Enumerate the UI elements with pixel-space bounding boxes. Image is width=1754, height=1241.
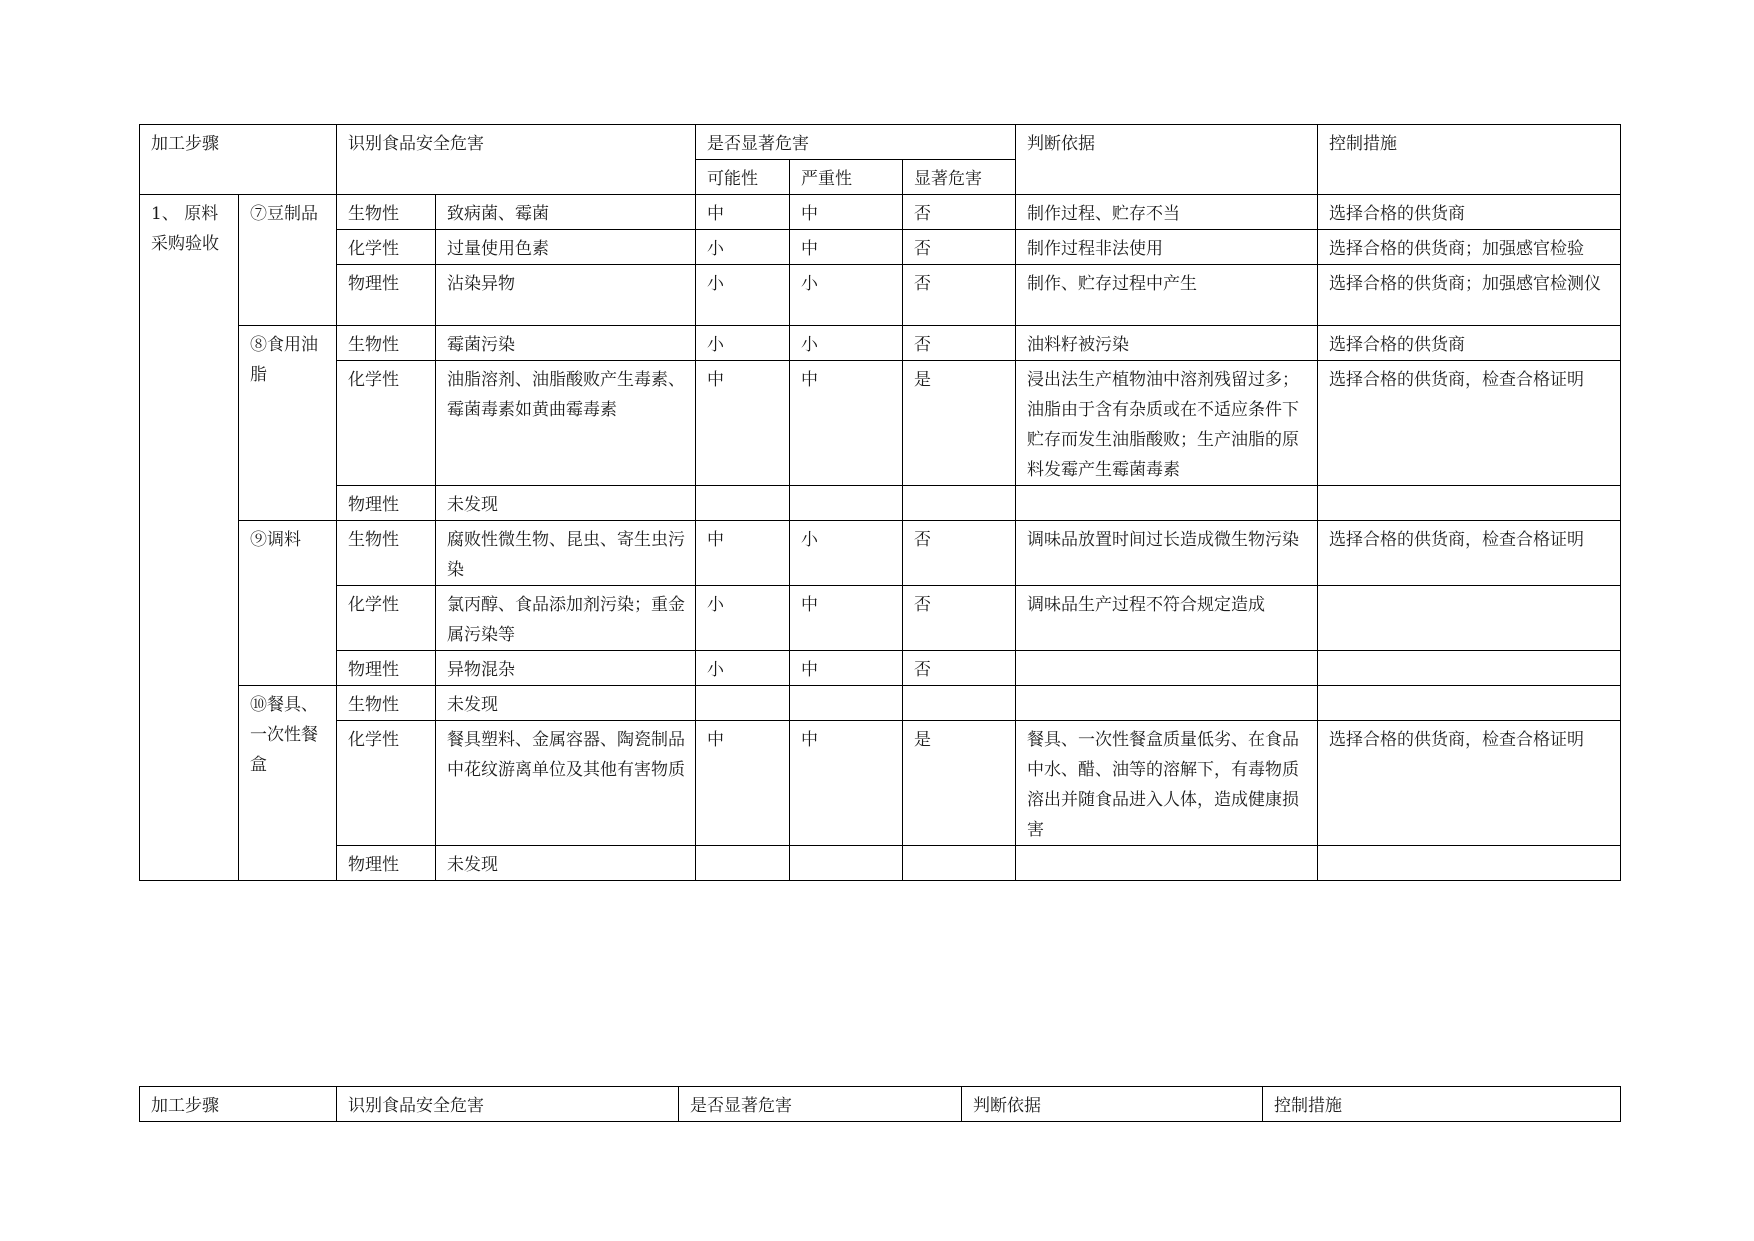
significant-cell: 否 (903, 195, 1016, 230)
significant-cell: 是 (903, 721, 1016, 846)
basis-cell (1016, 846, 1318, 881)
hazard-cell: 未发现 (436, 486, 696, 521)
hazard-type-cell: 生物性 (337, 521, 436, 586)
basis-cell: 油料籽被污染 (1016, 326, 1318, 361)
basis-cell: 制作过程、贮存不当 (1016, 195, 1318, 230)
possibility-cell: 小 (696, 230, 790, 265)
table-row (140, 195, 1621, 230)
significant-cell: 否 (903, 265, 1016, 326)
hazard-type-cell: 物理性 (337, 265, 436, 326)
header-hazard: 识别食品安全危害 (337, 125, 696, 195)
severity-cell: 中 (790, 230, 903, 265)
hazard-type-cell: 生物性 (337, 686, 436, 721)
severity-cell: 中 (790, 651, 903, 686)
control-cell: 选择合格的供货商，检查合格证明 (1318, 521, 1621, 586)
table-row (140, 721, 1621, 846)
hazard-cell: 油脂溶剂、油脂酸败产生毒素、霉菌毒素如黄曲霉毒素 (436, 361, 696, 486)
header-step: 加工步骤 (140, 1087, 337, 1122)
severity-cell: 小 (790, 326, 903, 361)
hazard-cell: 未发现 (436, 846, 696, 881)
severity-cell: 中 (790, 586, 903, 651)
table-row (140, 521, 1621, 586)
possibility-cell: 小 (696, 586, 790, 651)
hazard-cell: 异物混杂 (436, 651, 696, 686)
control-cell (1318, 586, 1621, 651)
control-cell (1318, 846, 1621, 881)
header-significant-sub: 显著危害 (903, 160, 1016, 195)
basis-cell: 制作过程非法使用 (1016, 230, 1318, 265)
hazard-analysis-table (139, 124, 1621, 881)
control-cell: 选择合格的供货商；加强感官检验 (1318, 230, 1621, 265)
control-cell (1318, 486, 1621, 521)
basis-cell (1016, 651, 1318, 686)
table-row (140, 586, 1621, 651)
severity-cell (790, 686, 903, 721)
table-body (140, 125, 1621, 881)
basis-cell: 餐具、一次性餐盒质量低劣、在食品中水、醋、油等的溶解下，有毒物质溶出并随食品进入人体，造成健康损害 (1016, 721, 1318, 846)
basis-cell: 调味品生产过程不符合规定造成 (1016, 586, 1318, 651)
significant-cell: 否 (903, 326, 1016, 361)
table-row (140, 486, 1621, 521)
basis-cell (1016, 486, 1318, 521)
possibility-cell: 小 (696, 265, 790, 326)
severity-cell: 中 (790, 721, 903, 846)
header-control: 控制措施 (1318, 125, 1621, 195)
possibility-cell: 小 (696, 326, 790, 361)
significant-cell: 否 (903, 230, 1016, 265)
hazard-type-cell: 物理性 (337, 651, 436, 686)
hazard-type-cell: 化学性 (337, 230, 436, 265)
control-cell: 选择合格的供货商，检查合格证明 (1318, 361, 1621, 486)
header-significant: 是否显著危害 (679, 1087, 962, 1122)
hazard-cell: 餐具塑料、金属容器、陶瓷制品中花纹游离单位及其他有害物质 (436, 721, 696, 846)
hazard-type-cell: 物理性 (337, 846, 436, 881)
hazard-cell: 未发现 (436, 686, 696, 721)
table-row (140, 230, 1621, 265)
header-basis: 判断依据 (1016, 125, 1318, 195)
severity-cell: 小 (790, 521, 903, 586)
table-row (140, 326, 1621, 361)
table-row (140, 686, 1621, 721)
header-control: 控制措施 (1263, 1087, 1621, 1122)
hazard-cell: 过量使用色素 (436, 230, 696, 265)
control-cell (1318, 651, 1621, 686)
possibility-cell: 中 (696, 195, 790, 230)
control-cell (1318, 686, 1621, 721)
significant-cell: 是 (903, 361, 1016, 486)
significant-cell: 否 (903, 651, 1016, 686)
table-row (140, 651, 1621, 686)
significant-cell: 否 (903, 521, 1016, 586)
severity-cell (790, 486, 903, 521)
basis-cell: 制作、贮存过程中产生 (1016, 265, 1318, 326)
control-cell: 选择合格的供货商，检查合格证明 (1318, 721, 1621, 846)
hazard-cell: 霉菌污染 (436, 326, 696, 361)
significant-cell (903, 686, 1016, 721)
hazard-type-cell: 生物性 (337, 195, 436, 230)
hazard-cell: 致病菌、霉菌 (436, 195, 696, 230)
basis-cell: 浸出法生产植物油中溶剂残留过多；油脂由于含有杂质或在不适应条件下贮存而发生油脂酸败；生产油脂的原料发霉产生霉菌毒素 (1016, 361, 1318, 486)
item-cell: ⑩餐具、一次性餐盒 (239, 686, 337, 881)
header-hazard: 识别食品安全危害 (337, 1087, 679, 1122)
control-cell: 选择合格的供货商；加强感官检测仪 (1318, 265, 1621, 326)
possibility-cell: 中 (696, 361, 790, 486)
header-step: 加工步骤 (140, 125, 337, 195)
possibility-cell: 中 (696, 721, 790, 846)
basis-cell: 调味品放置时间过长造成微生物污染 (1016, 521, 1318, 586)
header-basis: 判断依据 (962, 1087, 1263, 1122)
item-cell: ⑨调料 (239, 521, 337, 686)
possibility-cell: 中 (696, 521, 790, 586)
item-cell: ⑧食用油脂 (239, 326, 337, 521)
significant-cell (903, 846, 1016, 881)
hazard-type-cell: 物理性 (337, 486, 436, 521)
hazard-type-cell: 生物性 (337, 326, 436, 361)
possibility-cell (696, 686, 790, 721)
table-row (140, 846, 1621, 881)
table-row (140, 265, 1621, 326)
step-cell: 1、 原料采购验收 (140, 195, 239, 881)
hazard-type-cell: 化学性 (337, 721, 436, 846)
severity-cell: 小 (790, 265, 903, 326)
severity-cell (790, 846, 903, 881)
control-cell: 选择合格的供货商 (1318, 326, 1621, 361)
control-cell: 选择合格的供货商 (1318, 195, 1621, 230)
header-row (140, 1087, 1621, 1122)
hazard-type-cell: 化学性 (337, 361, 436, 486)
possibility-cell (696, 486, 790, 521)
hazard-cell: 沾染异物 (436, 265, 696, 326)
significant-cell (903, 486, 1016, 521)
severity-cell: 中 (790, 195, 903, 230)
possibility-cell (696, 846, 790, 881)
header-possibility: 可能性 (696, 160, 790, 195)
header-row (140, 125, 1621, 160)
possibility-cell: 小 (696, 651, 790, 686)
table-row (140, 361, 1621, 486)
hazard-cell: 氯丙醇、食品添加剂污染；重金属污染等 (436, 586, 696, 651)
severity-cell: 中 (790, 361, 903, 486)
hazard-cell: 腐败性微生物、昆虫、寄生虫污染 (436, 521, 696, 586)
basis-cell (1016, 686, 1318, 721)
hazard-analysis-table-continued (139, 1086, 1621, 1122)
significant-cell: 否 (903, 586, 1016, 651)
header-severity: 严重性 (790, 160, 903, 195)
hazard-type-cell: 化学性 (337, 586, 436, 651)
item-cell: ⑦豆制品 (239, 195, 337, 326)
header-significant: 是否显著危害 (696, 125, 1016, 160)
